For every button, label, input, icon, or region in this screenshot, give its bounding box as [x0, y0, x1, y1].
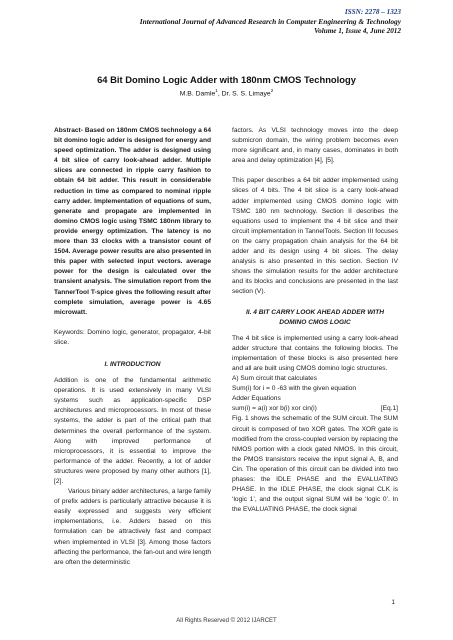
- paper-title: 64 Bit Domino Logic Adder with 180nm CMOS Technology: [97, 74, 356, 85]
- author-2-affiliation: 2: [270, 88, 274, 93]
- intro-paragraph-2: Various binary adder architectures, a large family of prefix adders is particularly attractive because it is easily expressed and suggests very efficient implementations, i.e. Adders based on this formulation can be attractively fast and compact when implemented in VLSI [3]. Among those factors affecting the performance, the fan-out and wire length are often the deterministic: [54, 488, 211, 566]
- sec2-line-2: Sum(i) for i = 0 -63 with the given equation: [232, 385, 357, 393]
- right-paragraph-1: factors. As VLSI technology moves into the deep submicron domain, the wiring problem becomes even more significant and, in many cases, dominates in both area and delay optimization [4], [5].: [232, 127, 398, 165]
- author-1: M.B. Damle: [179, 90, 216, 98]
- right-column: [232, 126, 398, 525]
- keywords: Keywords: Domino logic, generator, propagator, 4-bit slice.: [54, 328, 211, 346]
- author-line: [0, 88, 453, 97]
- intro-paragraph-1: Addition is one of the fundamental arithmetic operations. It is used extensively in many VLSI systems such as application-specific DSP architectures and microprocessors. In most of these systems, the adder is part of the critical path that determines the overall performance of the system. Along with improved performance of microprocessors, it is essential to improve the performance of the adder. Recently, a lot of adder structures were proposed by many other authors [1], [2].: [54, 377, 211, 485]
- volume-line: Volume 1, Issue 4, June 2012: [314, 26, 401, 35]
- footer: All Rights Reserved © 2012 IJARCET: [176, 618, 277, 624]
- sec2-paragraph-2: Fig. 1 shows the schematic of the SUM circuit. The SUM circuit is composed of two XOR gates. The XOR gate is modified from the cross-coupled version by replacing the NMOS portion with a clock gated NMOS. In this circuit, the PMOS transistors receive the input signal A, B, and Cin. The operation of this circuit can be divided into two phases: the IDLE PHASE and the EVALUATING PHASE. In the IDLE PHASE, the clock signal CLK is ‘logic 1’, and the output signal SUM will be ‘logic 0’. In the EVALUATING PHASE, the clock signal: [232, 415, 398, 514]
- right-paragraph-2: This paper describes a 64 bit adder implemented using slices of 4 bits. The 4 bit slice is a carry look-ahead adder implemented using CMOS domino logic with TSMC 180 nm technology. Section II describes the equations used to implement the 4 bit slice and their circuit implementation in TannelTools. Section III focuses on the carry propagation chain analysis for the 64 bit adder and its design using 4 bit slices. The delay analysis is also presented in this section. Section IV shows the simulation results for the adder architecture and its blocks and conclusions are presented in the last section (V).: [232, 177, 398, 296]
- equation: sum(i) = a(i) xor b(i) xor cin(i): [232, 405, 317, 413]
- author-separator: ,: [217, 90, 222, 98]
- journal-header: [140, 8, 401, 36]
- section-heading-2: II. 4 BIT CARRY LOOK AHEAD ADDER WITH DOMINO CMOS LOGIC: [245, 308, 385, 326]
- section-heading-introduction: I. INTRODUCTION: [104, 360, 161, 368]
- author-1-affiliation: 1: [215, 88, 218, 93]
- issn-line: ISSN: 2278 – 1323: [344, 8, 401, 16]
- sec2-paragraph-1: The 4 bit slice is implemented using a carry look-ahead adder structure that contains the following blocks. The implementation of these blocks is also presented here and all are built using CMOS domino logic structures.: [232, 334, 398, 372]
- sec2-line-1: A) Sum circuit that calculates: [232, 375, 318, 383]
- author-2: Dr. S. S. Limaye: [221, 90, 271, 98]
- left-column: [54, 126, 211, 578]
- sec2-line-3: Adder Equations: [232, 395, 281, 403]
- equation-row: [232, 404, 398, 414]
- equation-number: [Eq.1]: [380, 405, 398, 413]
- abstract: Abstract- Based on 180nm CMOS technology a 64 bit domino logic adder is designed for energy and speed optimization. The adder is designed using 4 bit slice of carry look-ahead adder. Multiple slices are connected in ripple carry fashion to obtain 64 bit adder. This result in considerable reduction in time as compared to nominal ripple carry adder. Implementation of equations of sum, generate and propagate are implemented in domino CMOS logic using TSMC 180nm library to provide energy optimization. The latency is no more than 33 clocks with a transistor count of 1504. Average power results are also presented in this paper with selected input vectors. average power for the design is calculated over the transient analysis. The simulation report from the TannerTool T-spice gives the following result after complete simulation, average power is 4.65 microwatt.: [54, 127, 211, 316]
- journal-name: International Journal of Advanced Research in Computer Engineering & Technology: [139, 17, 401, 26]
- page-number: 1: [391, 599, 395, 606]
